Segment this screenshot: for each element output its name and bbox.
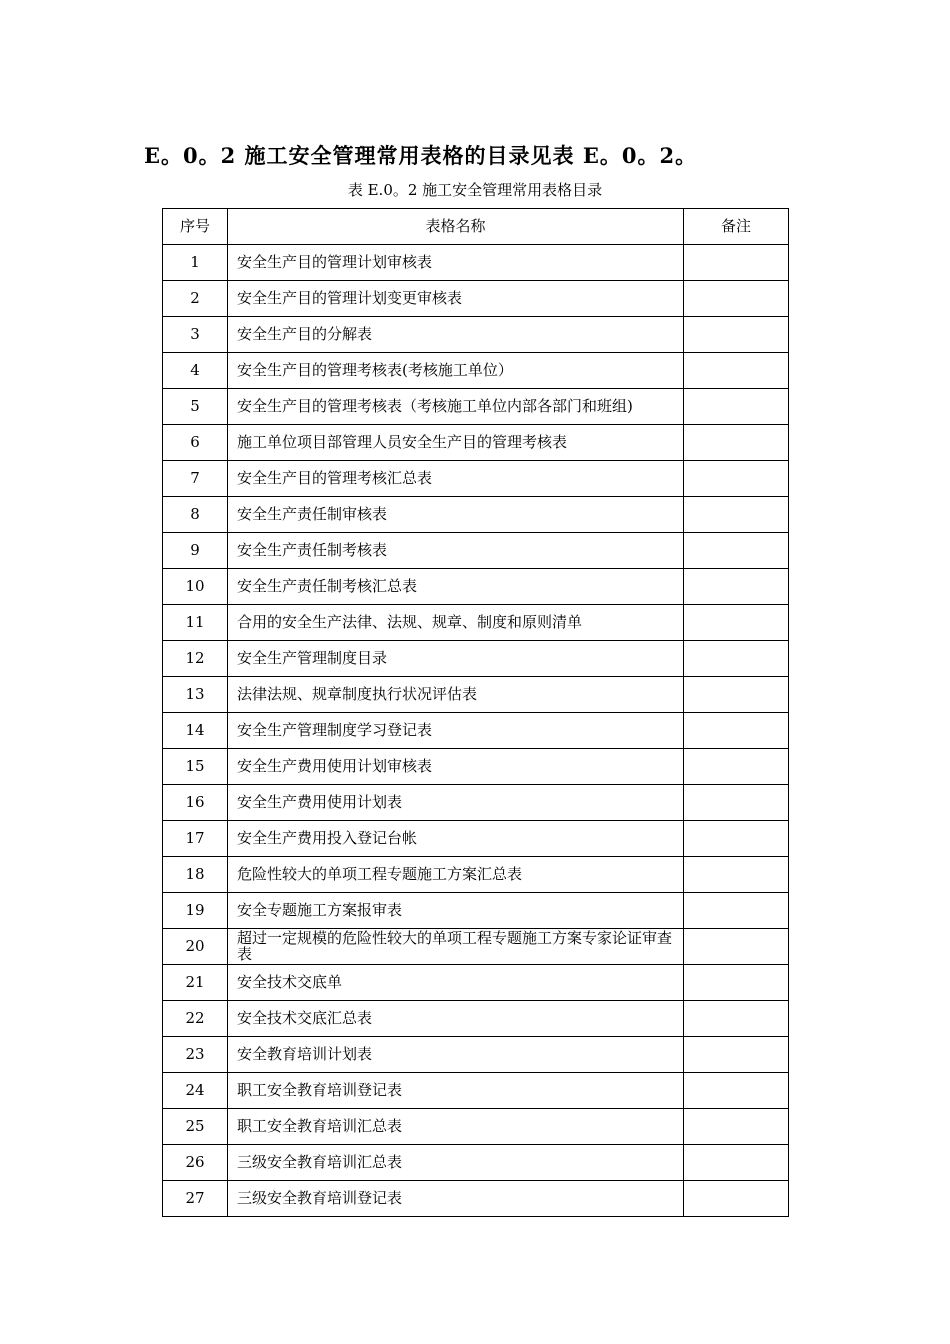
row-note bbox=[684, 857, 789, 893]
table-row bbox=[163, 281, 789, 317]
row-number: 26 bbox=[163, 1145, 228, 1181]
row-number: 10 bbox=[163, 569, 228, 605]
table-row bbox=[163, 749, 789, 785]
row-form-name: 三级安全教育培训汇总表 bbox=[228, 1145, 684, 1181]
table-row bbox=[163, 461, 789, 497]
row-form-name: 危险性较大的单项工程专题施工方案汇总表 bbox=[228, 857, 684, 893]
row-number: 17 bbox=[163, 821, 228, 857]
table-row bbox=[163, 497, 789, 533]
row-form-name: 安全生产目的分解表 bbox=[228, 317, 684, 353]
row-number: 16 bbox=[163, 785, 228, 821]
table-row bbox=[163, 1073, 789, 1109]
row-form-name: 职工安全教育培训登记表 bbox=[228, 1073, 684, 1109]
row-number: 6 bbox=[163, 425, 228, 461]
row-form-name: 安全生产管理制度目录 bbox=[228, 641, 684, 677]
row-note bbox=[684, 929, 789, 965]
table-row bbox=[163, 1109, 789, 1145]
row-note bbox=[684, 893, 789, 929]
table-row bbox=[163, 1181, 789, 1217]
row-note bbox=[684, 281, 789, 317]
row-form-name: 安全生产责任制考核汇总表 bbox=[228, 569, 684, 605]
row-note bbox=[684, 1073, 789, 1109]
row-note bbox=[684, 245, 789, 281]
row-number: 27 bbox=[163, 1181, 228, 1217]
row-note bbox=[684, 749, 789, 785]
row-form-name: 施工单位项目部管理人员安全生产目的管理考核表 bbox=[228, 425, 684, 461]
row-number: 18 bbox=[163, 857, 228, 893]
row-note bbox=[684, 605, 789, 641]
table-row bbox=[163, 389, 789, 425]
row-note bbox=[684, 353, 789, 389]
row-number: 11 bbox=[163, 605, 228, 641]
table-row bbox=[163, 317, 789, 353]
row-form-name: 安全生产费用使用计划审核表 bbox=[228, 749, 684, 785]
table-row bbox=[163, 893, 789, 929]
table-row bbox=[163, 965, 789, 1001]
row-number: 5 bbox=[163, 389, 228, 425]
row-note bbox=[684, 1109, 789, 1145]
row-note bbox=[684, 821, 789, 857]
table-row bbox=[163, 677, 789, 713]
table-row bbox=[163, 1037, 789, 1073]
row-form-name: 安全生产责任制考核表 bbox=[228, 533, 684, 569]
row-note bbox=[684, 389, 789, 425]
row-number: 2 bbox=[163, 281, 228, 317]
row-form-name: 安全生产目的管理计划变更审核表 bbox=[228, 281, 684, 317]
row-form-name: 法律法规、规章制度执行状况评估表 bbox=[228, 677, 684, 713]
row-note bbox=[684, 713, 789, 749]
row-number: 20 bbox=[163, 929, 228, 965]
row-number: 9 bbox=[163, 533, 228, 569]
row-number: 1 bbox=[163, 245, 228, 281]
row-note bbox=[684, 425, 789, 461]
row-form-name: 安全专题施工方案报审表 bbox=[228, 893, 684, 929]
row-note bbox=[684, 641, 789, 677]
table-row bbox=[163, 245, 789, 281]
row-number: 21 bbox=[163, 965, 228, 1001]
header-no: 序号 bbox=[163, 209, 228, 245]
row-note bbox=[684, 569, 789, 605]
row-note bbox=[684, 317, 789, 353]
row-form-name: 安全生产费用投入登记台帐 bbox=[228, 821, 684, 857]
table-row bbox=[163, 821, 789, 857]
row-number: 19 bbox=[163, 893, 228, 929]
row-number: 15 bbox=[163, 749, 228, 785]
table-row bbox=[163, 425, 789, 461]
row-form-name: 安全教育培训计划表 bbox=[228, 1037, 684, 1073]
row-number: 7 bbox=[163, 461, 228, 497]
row-form-name: 安全生产责任制审核表 bbox=[228, 497, 684, 533]
row-note bbox=[684, 785, 789, 821]
forms-catalog-table bbox=[162, 208, 789, 1217]
table-body bbox=[163, 245, 789, 1217]
table-row bbox=[163, 533, 789, 569]
row-form-name: 安全生产费用使用计划表 bbox=[228, 785, 684, 821]
section-heading: E。0。2 施工安全管理常用表格的目录见表 E。0。2。 bbox=[144, 143, 698, 168]
row-form-name: 三级安全教育培训登记表 bbox=[228, 1181, 684, 1217]
table-row bbox=[163, 641, 789, 677]
table-row bbox=[163, 1145, 789, 1181]
table-row bbox=[163, 857, 789, 893]
row-form-name: 职工安全教育培训汇总表 bbox=[228, 1109, 684, 1145]
table-row bbox=[163, 713, 789, 749]
table-header-row bbox=[163, 209, 789, 245]
row-note bbox=[684, 461, 789, 497]
header-name: 表格名称 bbox=[228, 209, 684, 245]
row-note bbox=[684, 677, 789, 713]
row-form-name: 安全技术交底汇总表 bbox=[228, 1001, 684, 1037]
table-row bbox=[163, 605, 789, 641]
row-number: 13 bbox=[163, 677, 228, 713]
table-row bbox=[163, 1001, 789, 1037]
row-note bbox=[684, 533, 789, 569]
table-row bbox=[163, 353, 789, 389]
row-form-name: 安全生产目的管理计划审核表 bbox=[228, 245, 684, 281]
table-row bbox=[163, 785, 789, 821]
row-form-name: 超过一定规模的危险性较大的单项工程专题施工方案专家论证审查表 bbox=[228, 929, 684, 965]
row-form-name: 安全技术交底单 bbox=[228, 965, 684, 1001]
row-number: 22 bbox=[163, 1001, 228, 1037]
row-number: 12 bbox=[163, 641, 228, 677]
row-number: 14 bbox=[163, 713, 228, 749]
row-note bbox=[684, 1001, 789, 1037]
row-form-name: 安全生产管理制度学习登记表 bbox=[228, 713, 684, 749]
row-form-name: 合用的安全生产法律、法规、规章、制度和原则清单 bbox=[228, 605, 684, 641]
row-number: 25 bbox=[163, 1109, 228, 1145]
table-caption: 表 E.0。2 施工安全管理常用表格目录 bbox=[347, 181, 603, 199]
header-note: 备注 bbox=[684, 209, 789, 245]
row-form-name: 安全生产目的管理考核表（考核施工单位内部各部门和班组) bbox=[228, 389, 684, 425]
row-number: 3 bbox=[163, 317, 228, 353]
row-form-name: 安全生产目的管理考核表(考核施工单位） bbox=[228, 353, 684, 389]
row-number: 24 bbox=[163, 1073, 228, 1109]
row-note bbox=[684, 497, 789, 533]
row-note bbox=[684, 1145, 789, 1181]
row-form-name: 安全生产目的管理考核汇总表 bbox=[228, 461, 684, 497]
row-note bbox=[684, 965, 789, 1001]
row-number: 8 bbox=[163, 497, 228, 533]
row-number: 4 bbox=[163, 353, 228, 389]
table-row bbox=[163, 929, 789, 965]
row-note bbox=[684, 1037, 789, 1073]
table-row bbox=[163, 569, 789, 605]
row-number: 23 bbox=[163, 1037, 228, 1073]
row-note bbox=[684, 1181, 789, 1217]
